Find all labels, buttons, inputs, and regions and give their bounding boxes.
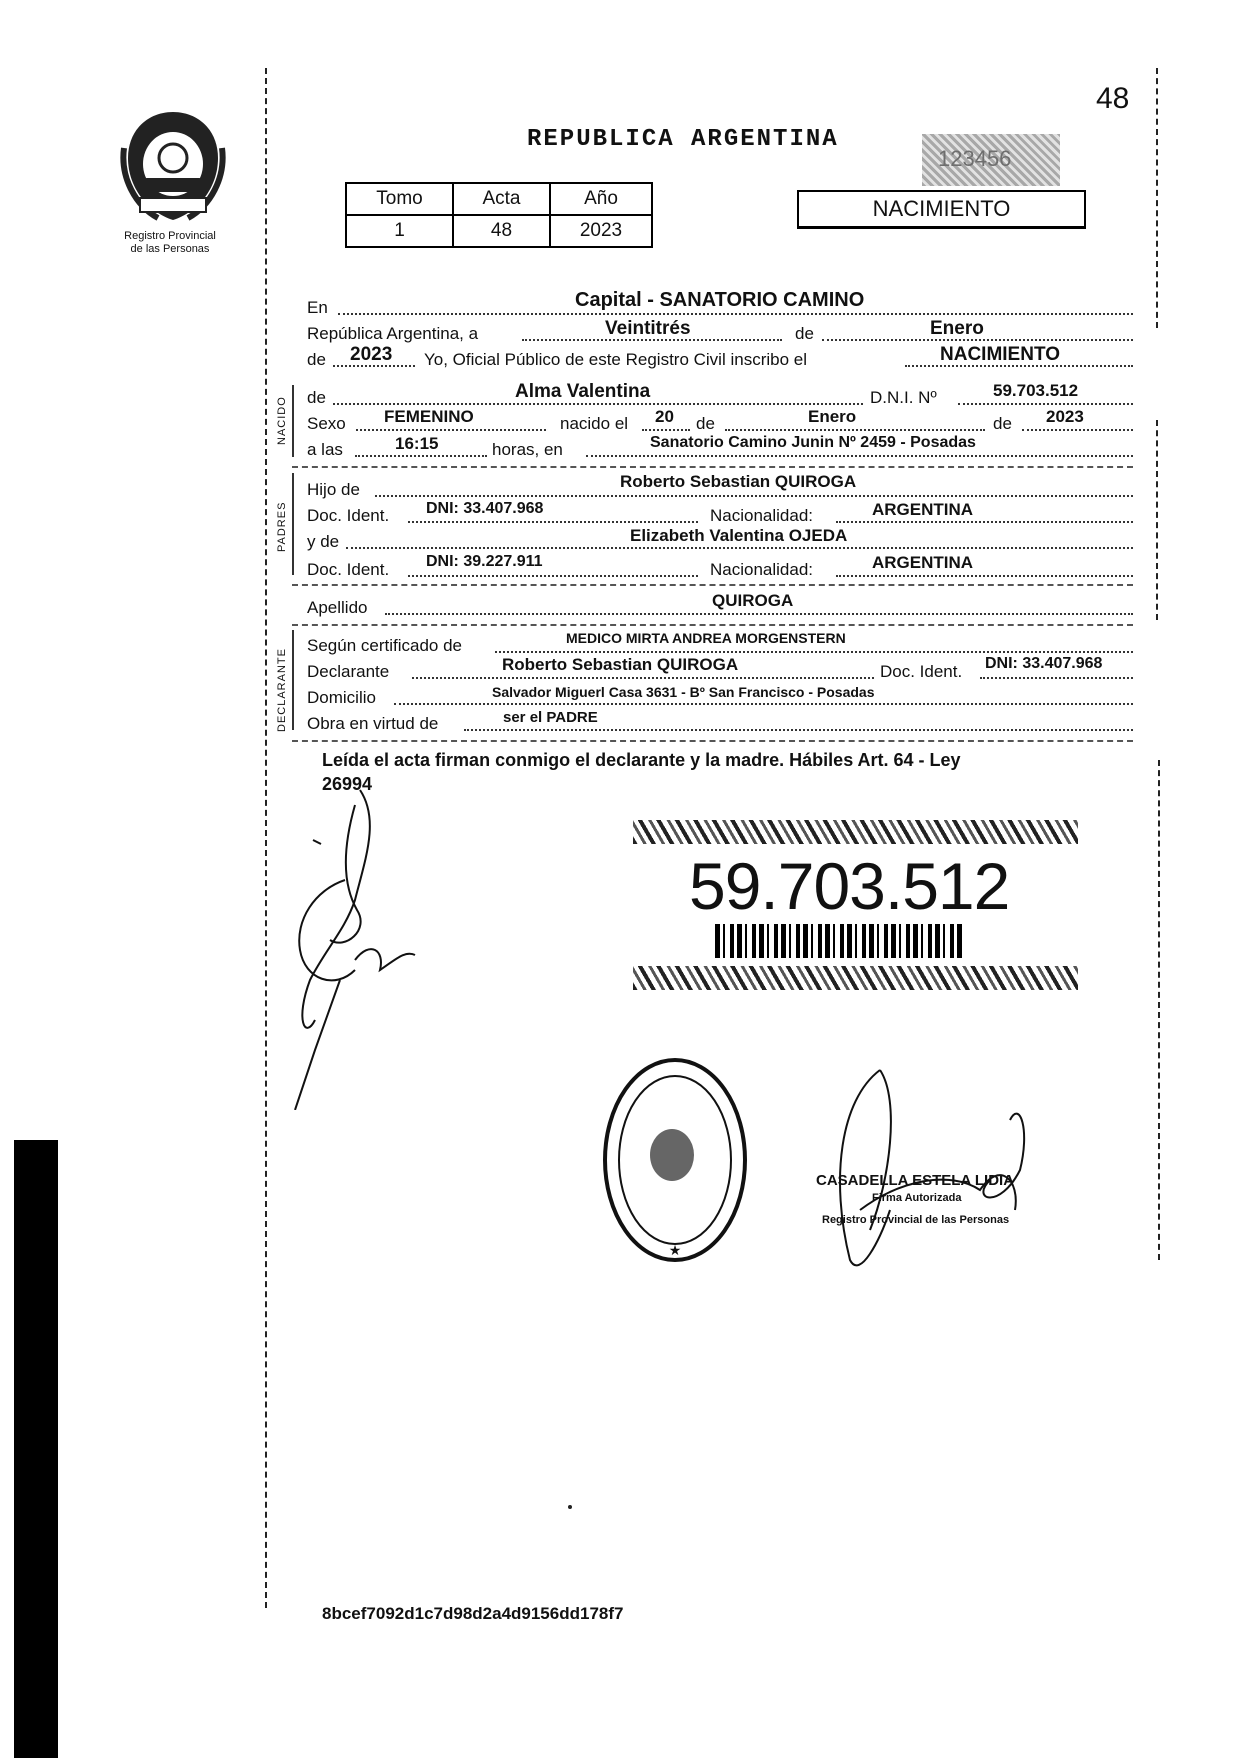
nacido-de-label-3: de <box>993 414 1012 433</box>
madre-dots <box>346 547 1133 549</box>
dni-hatch-bottom <box>633 966 1078 990</box>
dni-barcode-block <box>633 820 1083 990</box>
scan-edge-shadow <box>14 1140 58 1758</box>
hijo-de-label: Hijo de <box>307 480 360 499</box>
madre-doc-dots <box>408 575 698 577</box>
closing-text-line-2: 26994 <box>322 774 373 794</box>
closing-text <box>322 748 1142 796</box>
acta-anio-value: 2023 <box>550 215 652 247</box>
dni-value: 59.703.512 <box>993 381 1079 400</box>
apellido-label: Apellido <box>307 598 368 617</box>
document-hash: 8bcef7092d1c7d98d2a4d9156dd178f7 <box>322 1604 624 1623</box>
nacido-mes-dots <box>725 429 985 431</box>
de-label: de <box>795 324 814 343</box>
official-role: Firma Autorizada <box>872 1192 962 1204</box>
nacido-anio-value: 2023 <box>1046 407 1084 426</box>
nombre-value: Alma Valentina <box>515 381 651 402</box>
acta-acta-value: 48 <box>453 215 550 247</box>
nacido-section-bar <box>292 385 294 457</box>
provincia-misiones-logo <box>118 108 228 226</box>
document-type-box: NACIMIENTO <box>797 190 1086 229</box>
declarante-doc-value: DNI: 33.407.968 <box>985 655 1103 672</box>
certificado-dots <box>495 651 1133 653</box>
apellido-dots <box>385 613 1133 615</box>
sexo-value: FEMENINO <box>384 407 474 426</box>
dia-value: Veintitrés <box>605 318 691 339</box>
nacido-de-label: de <box>307 388 326 407</box>
obra-dots <box>464 729 1133 731</box>
padres-section-rule <box>292 584 1133 586</box>
a-las-label: a las <box>307 440 343 459</box>
dni-label: D.N.I. Nº <box>870 388 937 407</box>
madre-nac-dots <box>836 575 1133 577</box>
inscribo-value: NACIMIENTO <box>940 344 1060 365</box>
anio-value: 2023 <box>350 344 393 365</box>
en-value: Capital - SANATORIO CAMINO <box>575 289 865 311</box>
acta-header-acta: Acta <box>453 183 550 215</box>
acta-tomo-value: 1 <box>346 215 453 247</box>
dni-display-number: 59.703.512 <box>689 849 1010 923</box>
padre-doc-label: Doc. Ident. <box>307 506 390 525</box>
obra-label: Obra en virtud de <box>307 714 439 733</box>
inscribo-label: Yo, Oficial Público de este Registro Civil inscribo el <box>424 350 807 369</box>
registro-seal <box>600 1055 750 1265</box>
logo-caption <box>100 230 240 256</box>
nacido-section-label: NACIDO <box>276 396 288 445</box>
domicilio-value: Salvador Miguerl Casa 3631 - Bº San Francisco - Posadas <box>492 684 875 700</box>
top-stamp-text: 123456 <box>938 146 1012 171</box>
y-de-label: y de <box>307 532 340 551</box>
en-label: En <box>307 298 328 317</box>
mes-value: Enero <box>930 318 984 339</box>
certificado-label: Según certificado de <box>307 636 462 655</box>
sexo-dots <box>356 429 546 431</box>
declarante-doc-label: Doc. Ident. <box>880 662 963 681</box>
logo-caption-line-2: de las Personas <box>130 243 210 255</box>
declarante-label: Declarante <box>307 662 390 681</box>
declarante-section-label: DECLARANTE <box>276 648 288 732</box>
hora-dots <box>355 455 487 457</box>
declarante-section-bar <box>292 630 294 730</box>
scan-speck <box>568 1505 572 1509</box>
padre-doc-dots <box>408 521 698 523</box>
nacido-section-rule <box>292 466 1133 468</box>
padre-doc-value: DNI: 33.407.968 <box>426 500 544 517</box>
madre-nac-label: Nacionalidad: <box>710 560 814 579</box>
lugar-value: Sanatorio Camino Junin Nº 2459 - Posadas <box>650 434 976 451</box>
svg-text:★: ★ <box>668 1242 682 1258</box>
acta-header-anio: Año <box>550 183 652 215</box>
page-number: 48 <box>1096 82 1130 115</box>
declarante-doc-dots <box>980 677 1133 679</box>
barcode <box>715 924 963 958</box>
madre-value: Elizabeth Valentina OJEDA <box>630 526 848 545</box>
declarante-signature <box>285 780 445 1110</box>
document-title: REPUBLICA ARGENTINA <box>527 126 839 153</box>
madre-doc-label: Doc. Ident. <box>307 560 390 579</box>
certificado-value: MEDICO MIRTA ANDREA MORGENSTERN <box>566 630 846 646</box>
official-name: CASADELLA ESTELA LIDIA <box>816 1172 1015 1189</box>
apellido-section-rule <box>292 624 1133 626</box>
de2-label: de <box>307 350 326 369</box>
left-margin-line <box>265 68 267 1608</box>
dia-dots <box>642 429 690 431</box>
declarante-value: Roberto Sebastian QUIROGA <box>502 655 739 674</box>
nacido-de-label-2: de <box>696 414 715 433</box>
logo-caption-line-1: Registro Provincial <box>124 230 216 242</box>
nacido-el-label: nacido el <box>560 414 629 433</box>
nacido-anio-dots <box>1022 429 1133 431</box>
padre-nac-dots <box>836 521 1133 523</box>
nombre-dots <box>333 403 863 405</box>
acta-header-tomo: Tomo <box>346 183 453 215</box>
acta-table-value-row <box>346 215 652 247</box>
top-stamp <box>922 134 1060 186</box>
padres-section-label: PADRES <box>276 501 288 552</box>
padre-nac-value: ARGENTINA <box>872 500 974 519</box>
padre-nac-label: Nacionalidad: <box>710 506 814 525</box>
right-margin-line-2 <box>1156 420 1158 620</box>
dni-hatch-top <box>633 820 1078 844</box>
nacido-mes-value: Enero <box>808 407 857 426</box>
hora-value: 16:15 <box>395 434 439 453</box>
official-org: Registro Provincial de las Personas <box>822 1214 1010 1226</box>
obra-value: ser el PADRE <box>503 709 598 726</box>
right-margin-line <box>1156 68 1158 328</box>
en-dots <box>338 313 1133 315</box>
apellido-value: QUIROGA <box>712 591 794 610</box>
declarante-section-rule <box>292 740 1133 742</box>
republica-label: República Argentina, a <box>307 324 479 343</box>
padre-value: Roberto Sebastian QUIROGA <box>620 472 857 491</box>
padres-section-bar <box>292 473 294 575</box>
acta-table-header-row <box>346 183 652 215</box>
domicilio-label: Domicilio <box>307 688 376 707</box>
right-margin-line-3 <box>1158 760 1160 1260</box>
sexo-label: Sexo <box>307 414 346 433</box>
madre-doc-value: DNI: 39.227.911 <box>426 553 543 570</box>
dni-dots <box>958 403 1133 405</box>
acta-table <box>345 182 653 248</box>
madre-nac-value: ARGENTINA <box>872 553 974 572</box>
closing-text-line-1: Leída el acta firman conmigo el declarante y la madre. Hábiles Art. 64 - Ley <box>322 750 961 770</box>
padre-dots <box>375 495 1133 497</box>
horas-en-label: horas, en <box>492 440 563 459</box>
declarante-dots <box>412 677 874 679</box>
lugar-dots <box>586 455 1133 457</box>
nacido-dia-value: 20 <box>655 407 674 426</box>
domicilio-dots <box>394 703 1133 705</box>
